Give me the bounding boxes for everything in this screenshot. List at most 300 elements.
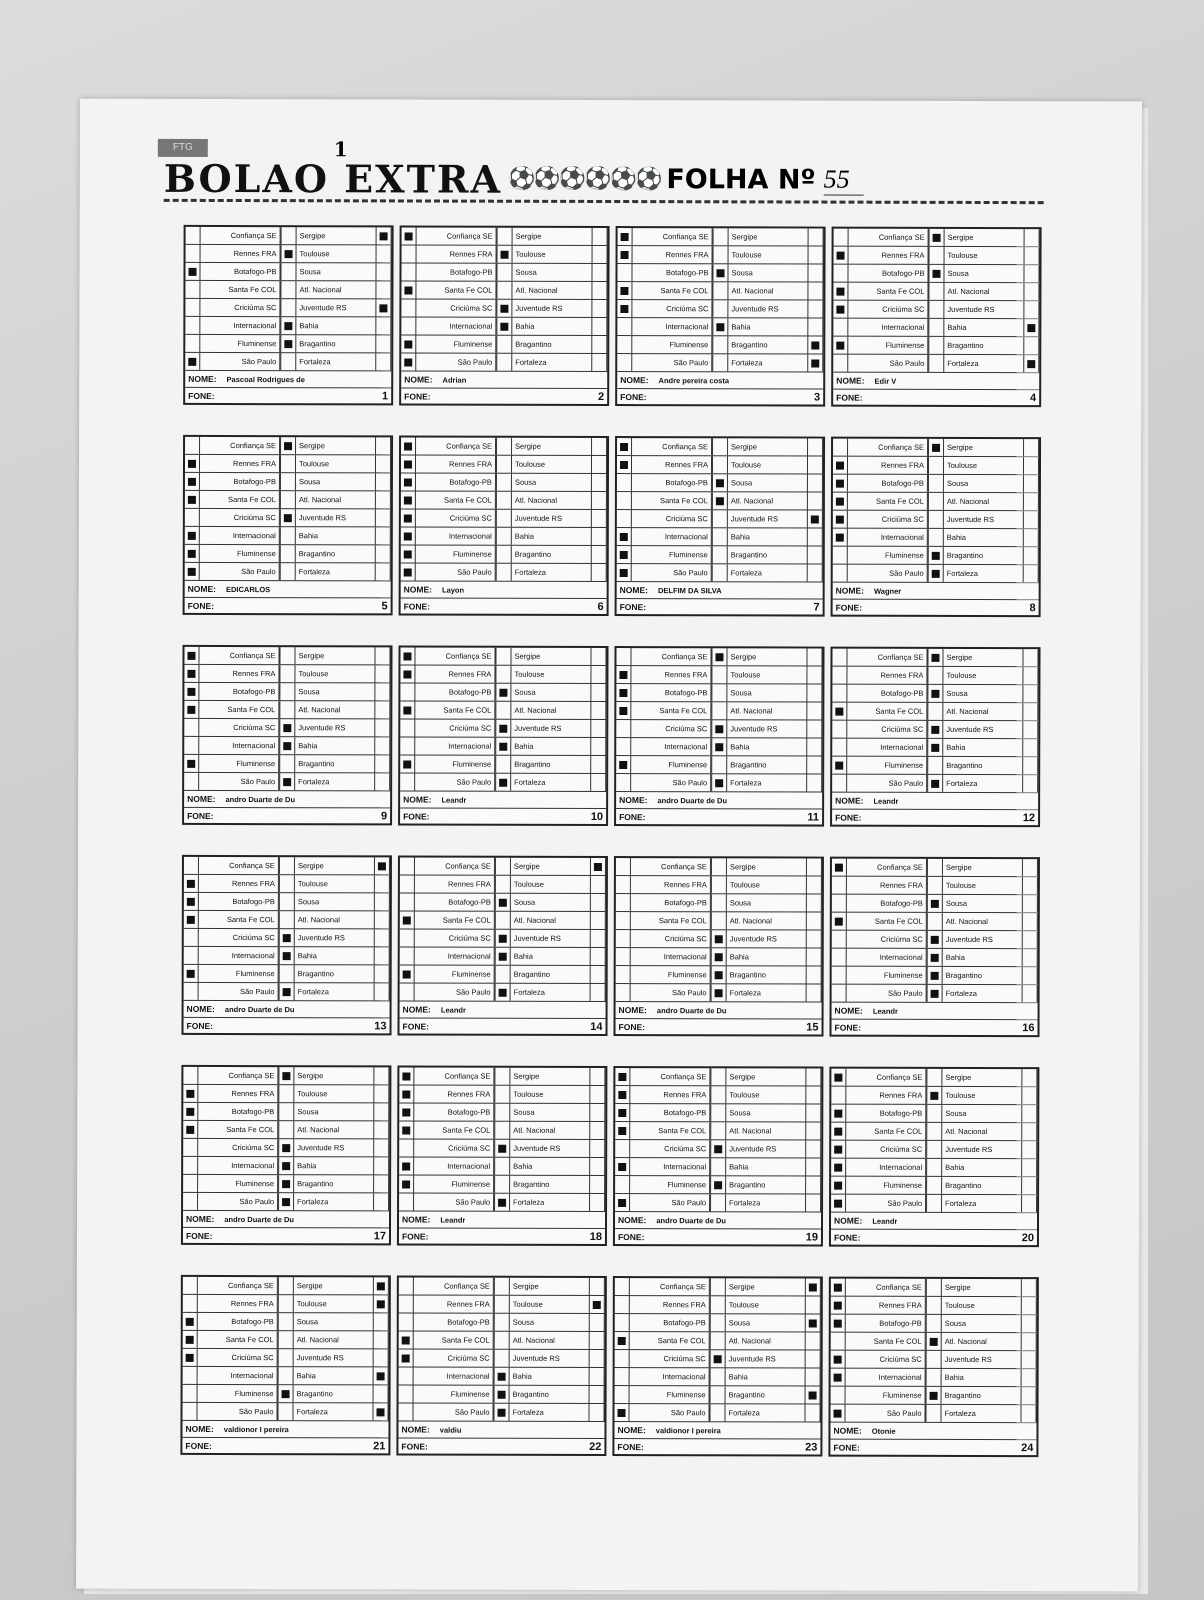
- draw-checkbox[interactable]: [495, 912, 511, 929]
- home-win-checkbox[interactable]: [399, 1277, 414, 1294]
- home-win-checkbox[interactable]: [401, 281, 416, 298]
- draw-checkbox[interactable]: [278, 1067, 294, 1084]
- home-win-checkbox[interactable]: [183, 1385, 198, 1402]
- fone-field[interactable]: [183, 1228, 389, 1244]
- nome-field[interactable]: [398, 1421, 604, 1439]
- draw-checkbox[interactable]: [278, 1193, 294, 1210]
- draw-checkbox[interactable]: [279, 965, 295, 982]
- away-win-checkbox[interactable]: [373, 1313, 389, 1330]
- away-win-checkbox[interactable]: [589, 1140, 605, 1157]
- draw-checkbox[interactable]: [927, 859, 943, 876]
- draw-checkbox[interactable]: [926, 1105, 942, 1122]
- away-win-checkbox[interactable]: [373, 1277, 389, 1294]
- home-win-checkbox[interactable]: [617, 564, 632, 581]
- away-win-checkbox[interactable]: [1023, 547, 1039, 564]
- away-win-checkbox[interactable]: [1022, 667, 1038, 684]
- away-win-checkbox[interactable]: [590, 684, 606, 701]
- fone-field[interactable]: [185, 598, 391, 614]
- draw-checkbox[interactable]: [928, 439, 944, 456]
- home-win-checkbox[interactable]: [184, 719, 199, 736]
- home-win-checkbox[interactable]: [831, 1195, 846, 1212]
- draw-checkbox[interactable]: [496, 336, 512, 353]
- fone-field[interactable]: [184, 808, 390, 824]
- home-win-checkbox[interactable]: [400, 683, 415, 700]
- draw-checkbox[interactable]: [711, 966, 727, 983]
- away-win-checkbox[interactable]: [1023, 301, 1039, 318]
- away-win-checkbox[interactable]: [373, 1067, 389, 1084]
- home-win-checkbox[interactable]: [614, 1404, 629, 1421]
- draw-checkbox[interactable]: [278, 1085, 294, 1102]
- draw-checkbox[interactable]: [927, 667, 943, 684]
- draw-checkbox[interactable]: [280, 281, 296, 298]
- away-win-checkbox[interactable]: [591, 564, 607, 581]
- draw-checkbox[interactable]: [281, 227, 297, 244]
- nome-field[interactable]: [400, 1001, 606, 1019]
- away-win-checkbox[interactable]: [374, 911, 390, 928]
- home-win-checkbox[interactable]: [831, 1279, 846, 1296]
- home-win-checkbox[interactable]: [400, 965, 415, 982]
- home-win-checkbox[interactable]: [833, 355, 848, 372]
- draw-checkbox[interactable]: [711, 684, 727, 701]
- home-win-checkbox[interactable]: [185, 299, 200, 316]
- away-win-checkbox[interactable]: [804, 1405, 820, 1422]
- home-win-checkbox[interactable]: [615, 1086, 630, 1103]
- away-win-checkbox[interactable]: [805, 1123, 821, 1140]
- home-win-checkbox[interactable]: [399, 1121, 414, 1138]
- draw-checkbox[interactable]: [280, 545, 296, 562]
- home-win-checkbox[interactable]: [184, 683, 199, 700]
- draw-checkbox[interactable]: [496, 438, 512, 455]
- away-win-checkbox[interactable]: [592, 246, 608, 263]
- draw-checkbox[interactable]: [279, 719, 295, 736]
- home-win-checkbox[interactable]: [401, 545, 416, 562]
- draw-checkbox[interactable]: [926, 1195, 942, 1212]
- home-win-checkbox[interactable]: [831, 1177, 846, 1194]
- draw-checkbox[interactable]: [926, 1279, 942, 1296]
- away-win-checkbox[interactable]: [805, 1315, 821, 1332]
- draw-checkbox[interactable]: [712, 300, 728, 317]
- away-win-checkbox[interactable]: [374, 773, 390, 790]
- away-win-checkbox[interactable]: [591, 510, 607, 527]
- home-win-checkbox[interactable]: [183, 1085, 198, 1102]
- away-win-checkbox[interactable]: [592, 228, 608, 245]
- draw-checkbox[interactable]: [280, 491, 296, 508]
- draw-checkbox[interactable]: [495, 894, 511, 911]
- home-win-checkbox[interactable]: [400, 719, 415, 736]
- home-win-checkbox[interactable]: [831, 1141, 846, 1158]
- away-win-checkbox[interactable]: [805, 1141, 821, 1158]
- draw-checkbox[interactable]: [278, 1367, 294, 1384]
- home-win-checkbox[interactable]: [616, 858, 631, 875]
- away-win-checkbox[interactable]: [1022, 775, 1038, 792]
- draw-checkbox[interactable]: [928, 493, 944, 510]
- draw-checkbox[interactable]: [494, 1194, 510, 1211]
- home-win-checkbox[interactable]: [832, 703, 847, 720]
- away-win-checkbox[interactable]: [374, 737, 390, 754]
- draw-checkbox[interactable]: [494, 1122, 510, 1139]
- draw-checkbox[interactable]: [279, 647, 295, 664]
- draw-checkbox[interactable]: [712, 282, 728, 299]
- away-win-checkbox[interactable]: [807, 475, 823, 492]
- home-win-checkbox[interactable]: [185, 491, 200, 508]
- draw-checkbox[interactable]: [710, 1332, 726, 1349]
- away-win-checkbox[interactable]: [1022, 739, 1038, 756]
- draw-checkbox[interactable]: [926, 1177, 942, 1194]
- draw-checkbox[interactable]: [710, 1068, 726, 1085]
- home-win-checkbox[interactable]: [184, 965, 199, 982]
- draw-checkbox[interactable]: [494, 1086, 510, 1103]
- draw-checkbox[interactable]: [496, 354, 512, 371]
- draw-checkbox[interactable]: [278, 1277, 294, 1294]
- home-win-checkbox[interactable]: [400, 755, 415, 772]
- away-win-checkbox[interactable]: [591, 474, 607, 491]
- home-win-checkbox[interactable]: [401, 299, 416, 316]
- draw-checkbox[interactable]: [711, 894, 727, 911]
- draw-checkbox[interactable]: [711, 984, 727, 1001]
- away-win-checkbox[interactable]: [807, 283, 823, 300]
- away-win-checkbox[interactable]: [374, 983, 390, 1000]
- away-win-checkbox[interactable]: [590, 702, 606, 719]
- home-win-checkbox[interactable]: [832, 721, 847, 738]
- fone-field[interactable]: [401, 388, 607, 404]
- draw-checkbox[interactable]: [279, 683, 295, 700]
- home-win-checkbox[interactable]: [182, 1403, 197, 1420]
- home-win-checkbox[interactable]: [616, 948, 631, 965]
- draw-checkbox[interactable]: [927, 757, 943, 774]
- draw-checkbox[interactable]: [926, 1069, 942, 1086]
- away-win-checkbox[interactable]: [591, 438, 607, 455]
- draw-checkbox[interactable]: [712, 336, 728, 353]
- draw-checkbox[interactable]: [710, 1104, 726, 1121]
- away-win-checkbox[interactable]: [1021, 1387, 1037, 1404]
- draw-checkbox[interactable]: [713, 246, 729, 263]
- home-win-checkbox[interactable]: [400, 665, 415, 682]
- draw-checkbox[interactable]: [928, 265, 944, 282]
- away-win-checkbox[interactable]: [376, 245, 392, 262]
- home-win-checkbox[interactable]: [399, 1385, 414, 1402]
- home-win-checkbox[interactable]: [399, 1331, 414, 1348]
- fone-field[interactable]: [617, 599, 823, 615]
- draw-checkbox[interactable]: [711, 738, 727, 755]
- draw-checkbox[interactable]: [496, 528, 512, 545]
- away-win-checkbox[interactable]: [373, 1367, 389, 1384]
- fone-field[interactable]: [832, 810, 1038, 826]
- home-win-checkbox[interactable]: [616, 666, 631, 683]
- draw-checkbox[interactable]: [496, 282, 512, 299]
- home-win-checkbox[interactable]: [184, 947, 199, 964]
- draw-checkbox[interactable]: [711, 702, 727, 719]
- home-win-checkbox[interactable]: [833, 319, 848, 336]
- home-win-checkbox[interactable]: [831, 1387, 846, 1404]
- draw-checkbox[interactable]: [280, 527, 296, 544]
- draw-checkbox[interactable]: [279, 983, 295, 1000]
- away-win-checkbox[interactable]: [590, 912, 606, 929]
- away-win-checkbox[interactable]: [591, 354, 607, 371]
- away-win-checkbox[interactable]: [589, 1332, 605, 1349]
- draw-checkbox[interactable]: [928, 547, 944, 564]
- draw-checkbox[interactable]: [280, 437, 296, 454]
- home-win-checkbox[interactable]: [832, 757, 847, 774]
- home-win-checkbox[interactable]: [183, 1313, 198, 1330]
- draw-checkbox[interactable]: [495, 684, 511, 701]
- away-win-checkbox[interactable]: [591, 282, 607, 299]
- away-win-checkbox[interactable]: [1022, 895, 1038, 912]
- home-win-checkbox[interactable]: [615, 1068, 630, 1085]
- home-win-checkbox[interactable]: [617, 354, 632, 371]
- home-win-checkbox[interactable]: [184, 665, 199, 682]
- fone-field[interactable]: [832, 1020, 1038, 1036]
- draw-checkbox[interactable]: [925, 1405, 941, 1422]
- away-win-checkbox[interactable]: [1023, 265, 1039, 282]
- away-win-checkbox[interactable]: [1022, 757, 1038, 774]
- away-win-checkbox[interactable]: [1021, 1297, 1037, 1314]
- away-win-checkbox[interactable]: [590, 876, 606, 893]
- home-win-checkbox[interactable]: [399, 1103, 414, 1120]
- home-win-checkbox[interactable]: [616, 684, 631, 701]
- draw-checkbox[interactable]: [494, 1296, 510, 1313]
- home-win-checkbox[interactable]: [183, 1367, 198, 1384]
- draw-checkbox[interactable]: [928, 565, 944, 582]
- fone-field[interactable]: [617, 389, 823, 405]
- home-win-checkbox[interactable]: [833, 457, 848, 474]
- home-win-checkbox[interactable]: [615, 1278, 630, 1295]
- fone-field[interactable]: [400, 1018, 606, 1034]
- nome-field[interactable]: [185, 581, 391, 599]
- home-win-checkbox[interactable]: [834, 229, 849, 246]
- away-win-checkbox[interactable]: [589, 1368, 605, 1385]
- fone-field[interactable]: [616, 809, 822, 825]
- draw-checkbox[interactable]: [278, 1121, 294, 1138]
- away-win-checkbox[interactable]: [374, 755, 390, 772]
- draw-checkbox[interactable]: [710, 1296, 726, 1313]
- draw-checkbox[interactable]: [279, 857, 295, 874]
- draw-checkbox[interactable]: [712, 354, 728, 371]
- draw-checkbox[interactable]: [279, 773, 295, 790]
- draw-checkbox[interactable]: [710, 1122, 726, 1139]
- away-win-checkbox[interactable]: [591, 456, 607, 473]
- home-win-checkbox[interactable]: [616, 912, 631, 929]
- nome-field[interactable]: [615, 1212, 821, 1230]
- home-win-checkbox[interactable]: [401, 317, 416, 334]
- away-win-checkbox[interactable]: [373, 1139, 389, 1156]
- home-win-checkbox[interactable]: [615, 1386, 630, 1403]
- draw-checkbox[interactable]: [280, 263, 296, 280]
- draw-checkbox[interactable]: [495, 756, 511, 773]
- away-win-checkbox[interactable]: [589, 1386, 605, 1403]
- draw-checkbox[interactable]: [928, 355, 944, 372]
- away-win-checkbox[interactable]: [1021, 1123, 1037, 1140]
- draw-checkbox[interactable]: [496, 318, 512, 335]
- draw-checkbox[interactable]: [712, 264, 728, 281]
- nome-field[interactable]: [832, 1003, 1038, 1021]
- nome-field[interactable]: [831, 1213, 1037, 1231]
- away-win-checkbox[interactable]: [1023, 475, 1039, 492]
- draw-checkbox[interactable]: [494, 1158, 510, 1175]
- away-win-checkbox[interactable]: [806, 949, 822, 966]
- draw-checkbox[interactable]: [279, 755, 295, 772]
- away-win-checkbox[interactable]: [375, 335, 391, 352]
- home-win-checkbox[interactable]: [832, 877, 847, 894]
- nome-field[interactable]: [185, 371, 391, 389]
- away-win-checkbox[interactable]: [806, 895, 822, 912]
- home-win-checkbox[interactable]: [398, 1403, 413, 1420]
- draw-checkbox[interactable]: [710, 1386, 726, 1403]
- home-win-checkbox[interactable]: [833, 265, 848, 282]
- away-win-checkbox[interactable]: [805, 1387, 821, 1404]
- away-win-checkbox[interactable]: [590, 756, 606, 773]
- away-win-checkbox[interactable]: [589, 1314, 605, 1331]
- draw-checkbox[interactable]: [495, 774, 511, 791]
- draw-checkbox[interactable]: [496, 546, 512, 563]
- draw-checkbox[interactable]: [279, 911, 295, 928]
- home-win-checkbox[interactable]: [616, 966, 631, 983]
- away-win-checkbox[interactable]: [374, 947, 390, 964]
- away-win-checkbox[interactable]: [1023, 493, 1039, 510]
- home-win-checkbox[interactable]: [183, 1103, 198, 1120]
- home-win-checkbox[interactable]: [616, 774, 631, 791]
- away-win-checkbox[interactable]: [374, 875, 390, 892]
- home-win-checkbox[interactable]: [185, 437, 200, 454]
- draw-checkbox[interactable]: [927, 877, 943, 894]
- home-win-checkbox[interactable]: [184, 893, 199, 910]
- draw-checkbox[interactable]: [280, 509, 296, 526]
- away-win-checkbox[interactable]: [805, 1369, 821, 1386]
- home-win-checkbox[interactable]: [399, 1085, 414, 1102]
- home-win-checkbox[interactable]: [832, 967, 847, 984]
- away-win-checkbox[interactable]: [375, 299, 391, 316]
- draw-checkbox[interactable]: [710, 1368, 726, 1385]
- fone-field[interactable]: [400, 808, 606, 824]
- home-win-checkbox[interactable]: [401, 437, 416, 454]
- away-win-checkbox[interactable]: [1023, 355, 1039, 372]
- away-win-checkbox[interactable]: [373, 1295, 389, 1312]
- away-win-checkbox[interactable]: [1021, 1351, 1037, 1368]
- home-win-checkbox[interactable]: [832, 649, 847, 666]
- draw-checkbox[interactable]: [494, 1314, 510, 1331]
- draw-checkbox[interactable]: [926, 1159, 942, 1176]
- away-win-checkbox[interactable]: [375, 281, 391, 298]
- draw-checkbox[interactable]: [279, 701, 295, 718]
- draw-checkbox[interactable]: [281, 245, 297, 262]
- away-win-checkbox[interactable]: [806, 667, 822, 684]
- away-win-checkbox[interactable]: [807, 265, 823, 282]
- draw-checkbox[interactable]: [277, 1403, 293, 1420]
- away-win-checkbox[interactable]: [807, 457, 823, 474]
- draw-checkbox[interactable]: [712, 438, 728, 455]
- home-win-checkbox[interactable]: [831, 1159, 846, 1176]
- draw-checkbox[interactable]: [711, 774, 727, 791]
- fone-field[interactable]: [182, 1438, 388, 1454]
- fone-field[interactable]: [398, 1438, 604, 1454]
- home-win-checkbox[interactable]: [185, 455, 200, 472]
- home-win-checkbox[interactable]: [186, 227, 201, 244]
- away-win-checkbox[interactable]: [1021, 1105, 1037, 1122]
- away-win-checkbox[interactable]: [375, 353, 391, 370]
- draw-checkbox[interactable]: [711, 648, 727, 665]
- fone-field[interactable]: [830, 1440, 1036, 1456]
- home-win-checkbox[interactable]: [400, 947, 415, 964]
- home-win-checkbox[interactable]: [831, 1333, 846, 1350]
- away-win-checkbox[interactable]: [590, 774, 606, 791]
- home-win-checkbox[interactable]: [617, 282, 632, 299]
- away-win-checkbox[interactable]: [805, 1069, 821, 1086]
- away-win-checkbox[interactable]: [1022, 913, 1038, 930]
- draw-checkbox[interactable]: [496, 264, 512, 281]
- home-win-checkbox[interactable]: [615, 1314, 630, 1331]
- home-win-checkbox[interactable]: [831, 1087, 846, 1104]
- away-win-checkbox[interactable]: [1023, 457, 1039, 474]
- draw-checkbox[interactable]: [711, 948, 727, 965]
- home-win-checkbox[interactable]: [831, 1069, 846, 1086]
- home-win-checkbox[interactable]: [615, 1296, 630, 1313]
- home-win-checkbox[interactable]: [615, 1194, 630, 1211]
- draw-checkbox[interactable]: [711, 858, 727, 875]
- draw-checkbox[interactable]: [280, 353, 296, 370]
- nome-field[interactable]: [832, 793, 1038, 811]
- draw-checkbox[interactable]: [712, 474, 728, 491]
- away-win-checkbox[interactable]: [591, 528, 607, 545]
- draw-checkbox[interactable]: [278, 1175, 294, 1192]
- home-win-checkbox[interactable]: [832, 859, 847, 876]
- home-win-checkbox[interactable]: [831, 1369, 846, 1386]
- away-win-checkbox[interactable]: [807, 547, 823, 564]
- draw-checkbox[interactable]: [279, 665, 295, 682]
- away-win-checkbox[interactable]: [375, 455, 391, 472]
- away-win-checkbox[interactable]: [375, 491, 391, 508]
- away-win-checkbox[interactable]: [808, 247, 824, 264]
- away-win-checkbox[interactable]: [1024, 229, 1040, 246]
- away-win-checkbox[interactable]: [590, 648, 606, 665]
- away-win-checkbox[interactable]: [805, 1087, 821, 1104]
- home-win-checkbox[interactable]: [185, 263, 200, 280]
- home-win-checkbox[interactable]: [615, 1176, 630, 1193]
- draw-checkbox[interactable]: [926, 1369, 942, 1386]
- draw-checkbox[interactable]: [280, 473, 296, 490]
- draw-checkbox[interactable]: [279, 947, 295, 964]
- home-win-checkbox[interactable]: [617, 492, 632, 509]
- home-win-checkbox[interactable]: [400, 701, 415, 718]
- home-win-checkbox[interactable]: [833, 511, 848, 528]
- away-win-checkbox[interactable]: [374, 701, 390, 718]
- draw-checkbox[interactable]: [926, 1351, 942, 1368]
- away-win-checkbox[interactable]: [1023, 439, 1039, 456]
- away-win-checkbox[interactable]: [373, 1385, 389, 1402]
- draw-checkbox[interactable]: [711, 912, 727, 929]
- away-win-checkbox[interactable]: [591, 336, 607, 353]
- away-win-checkbox[interactable]: [375, 545, 391, 562]
- home-win-checkbox[interactable]: [184, 929, 199, 946]
- draw-checkbox[interactable]: [497, 246, 513, 263]
- draw-checkbox[interactable]: [494, 1368, 510, 1385]
- draw-checkbox[interactable]: [711, 930, 727, 947]
- draw-checkbox[interactable]: [710, 1176, 726, 1193]
- draw-checkbox[interactable]: [493, 1404, 509, 1421]
- away-win-checkbox[interactable]: [807, 511, 823, 528]
- draw-checkbox[interactable]: [495, 930, 511, 947]
- draw-checkbox[interactable]: [929, 247, 945, 264]
- home-win-checkbox[interactable]: [833, 439, 848, 456]
- home-win-checkbox[interactable]: [185, 353, 200, 370]
- draw-checkbox[interactable]: [496, 564, 512, 581]
- home-win-checkbox[interactable]: [832, 931, 847, 948]
- home-win-checkbox[interactable]: [833, 529, 848, 546]
- home-win-checkbox[interactable]: [400, 773, 415, 790]
- draw-checkbox[interactable]: [710, 1140, 726, 1157]
- away-win-checkbox[interactable]: [589, 1158, 605, 1175]
- away-win-checkbox[interactable]: [805, 1351, 821, 1368]
- draw-checkbox[interactable]: [497, 228, 513, 245]
- home-win-checkbox[interactable]: [183, 1295, 198, 1312]
